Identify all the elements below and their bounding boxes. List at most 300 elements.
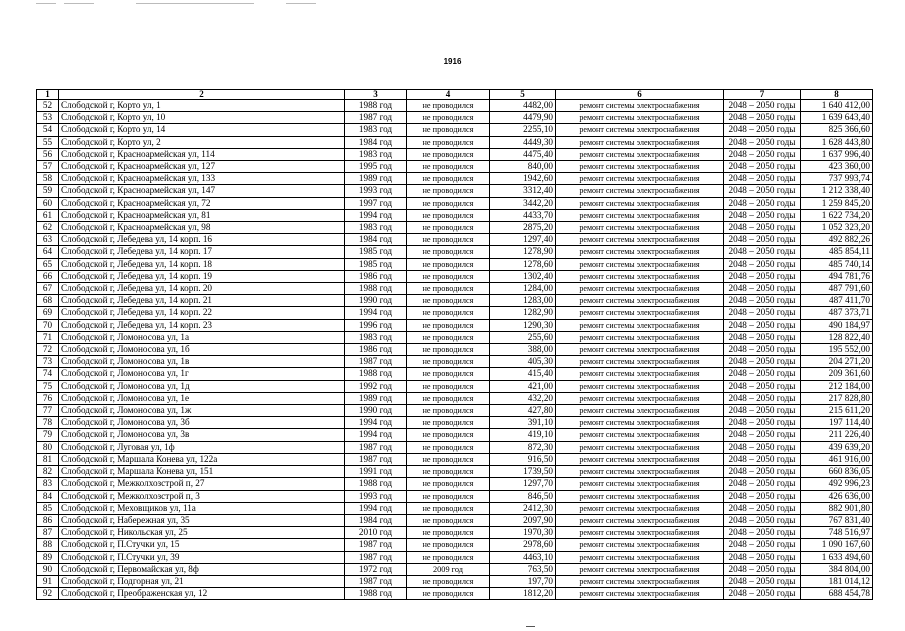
table-row (37, 319, 873, 331)
scan-top-rule-left (36, 3, 56, 4)
cell-year-built: 1988 год (345, 588, 407, 600)
cell-area: 1284,00 (490, 283, 556, 295)
cell-period: 2048 – 2050 годы (724, 283, 801, 295)
cell-cost: 487 791,60 (801, 283, 873, 295)
cell-year-built: 1992 год (345, 380, 407, 392)
cell-year-built: 1988 год (345, 368, 407, 380)
cell-address: Слободской г, Ломоносова ул, 1а (59, 331, 345, 343)
cell-period: 2048 – 2050 годы (724, 429, 801, 441)
cell-year-built: 1994 год (345, 307, 407, 319)
cell-row-number: 67 (37, 283, 59, 295)
cell-cost: 1 259 845,20 (801, 197, 873, 209)
cell-address: Слободской г, Красноармейская ул, 114 (59, 148, 345, 160)
cell-work-type: ремонт системы электроснабжения (556, 173, 724, 185)
cell-work-type: ремонт системы электроснабжения (556, 124, 724, 136)
cell-area: 840,00 (490, 161, 556, 173)
cell-row-number: 63 (37, 234, 59, 246)
cell-address: Слободской г, Корто ул, 10 (59, 112, 345, 124)
cell-area: 916,50 (490, 453, 556, 465)
cell-address: Слободской г, Корто ул, 1 (59, 100, 345, 112)
cell-period: 2048 – 2050 годы (724, 295, 801, 307)
cell-work-type: ремонт системы электроснабжения (556, 234, 724, 246)
cell-last-repair: не проводился (407, 417, 490, 429)
cell-address: Слободской г, Лебедева ул, 14 корп. 18 (59, 258, 345, 270)
table-row (37, 173, 873, 185)
table-row (37, 197, 873, 209)
scan-top-rule-mid (64, 3, 94, 4)
cell-last-repair: не проводился (407, 380, 490, 392)
cell-year-built: 1983 год (345, 124, 407, 136)
cell-year-built: 1986 год (345, 344, 407, 356)
cell-area: 1297,70 (490, 478, 556, 490)
cell-row-number: 66 (37, 270, 59, 282)
cell-work-type: ремонт системы электроснабжения (556, 368, 724, 380)
cell-area: 1812,20 (490, 588, 556, 600)
cell-period: 2048 – 2050 годы (724, 539, 801, 551)
cell-last-repair: не проводился (407, 112, 490, 124)
cell-address: Слободской г, Лебедева ул, 14 корп. 17 (59, 246, 345, 258)
cell-year-built: 1987 год (345, 575, 407, 587)
cell-period: 2048 – 2050 годы (724, 490, 801, 502)
cell-cost: 492 996,23 (801, 478, 873, 490)
cell-year-built: 1987 год (345, 441, 407, 453)
cell-period: 2048 – 2050 годы (724, 588, 801, 600)
cell-period: 2048 – 2050 годы (724, 124, 801, 136)
cell-year-built: 1989 год (345, 173, 407, 185)
scan-top-rule-long (136, 3, 254, 4)
footer-dash (526, 626, 535, 627)
cell-period: 2048 – 2050 годы (724, 356, 801, 368)
cell-area: 405,30 (490, 356, 556, 368)
table-row (37, 246, 873, 258)
table-row (37, 466, 873, 478)
cell-area: 1283,00 (490, 295, 556, 307)
cell-last-repair: не проводился (407, 222, 490, 234)
cell-last-repair: не проводился (407, 148, 490, 160)
cell-cost: 1 090 167,60 (801, 539, 873, 551)
cell-last-repair: не проводился (407, 185, 490, 197)
cell-area: 846,50 (490, 490, 556, 502)
cell-last-repair: не проводился (407, 368, 490, 380)
table-row (37, 514, 873, 526)
cell-last-repair: не проводился (407, 356, 490, 368)
cell-address: Слободской г, Межколхозстрой п, 3 (59, 490, 345, 502)
cell-address: Слободской г, Никольская ул, 25 (59, 527, 345, 539)
cell-work-type: ремонт системы электроснабжения (556, 490, 724, 502)
table-row (37, 563, 873, 575)
cell-period: 2048 – 2050 годы (724, 307, 801, 319)
table-row (37, 527, 873, 539)
cell-address: Слободской г, Красноармейская ул, 127 (59, 161, 345, 173)
cell-last-repair: не проводился (407, 307, 490, 319)
cell-year-built: 1988 год (345, 100, 407, 112)
cell-area: 2978,60 (490, 539, 556, 551)
cell-area: 1942,60 (490, 173, 556, 185)
cell-year-built: 1994 год (345, 209, 407, 221)
cell-period: 2048 – 2050 годы (724, 331, 801, 343)
cell-period: 2048 – 2050 годы (724, 405, 801, 417)
table-row (37, 539, 873, 551)
table-row (37, 136, 873, 148)
cell-period: 2048 – 2050 годы (724, 441, 801, 453)
cell-last-repair: не проводился (407, 295, 490, 307)
cell-row-number: 87 (37, 527, 59, 539)
cell-period: 2048 – 2050 годы (724, 514, 801, 526)
table-row (37, 234, 873, 246)
cell-row-number: 52 (37, 100, 59, 112)
table-row (37, 185, 873, 197)
cell-row-number: 58 (37, 173, 59, 185)
cell-work-type: ремонт системы электроснабжения (556, 453, 724, 465)
cell-row-number: 80 (37, 441, 59, 453)
cell-period: 2048 – 2050 годы (724, 466, 801, 478)
cell-last-repair: не проводился (407, 161, 490, 173)
cell-work-type: ремонт системы электроснабжения (556, 209, 724, 221)
cell-last-repair: не проводился (407, 588, 490, 600)
cell-last-repair: не проводился (407, 270, 490, 282)
cell-work-type: ремонт системы электроснабжения (556, 405, 724, 417)
cell-period: 2048 – 2050 годы (724, 136, 801, 148)
cell-last-repair: не проводился (407, 527, 490, 539)
cell-address: Слободской г, Лебедева ул, 14 корп. 20 (59, 283, 345, 295)
cell-row-number: 55 (37, 136, 59, 148)
cell-cost: 485 854,11 (801, 246, 873, 258)
cell-cost: 1 633 494,60 (801, 551, 873, 563)
cell-last-repair: не проводился (407, 441, 490, 453)
cell-period: 2048 – 2050 годы (724, 551, 801, 563)
table-row (37, 429, 873, 441)
cell-cost: 487 411,70 (801, 295, 873, 307)
column-header-area: 5 (490, 90, 556, 100)
cell-row-number: 68 (37, 295, 59, 307)
cell-cost: 1 628 443,80 (801, 136, 873, 148)
cell-last-repair: не проводился (407, 344, 490, 356)
cell-area: 2097,90 (490, 514, 556, 526)
table-row (37, 356, 873, 368)
cell-address: Слободской г, Преображенская ул, 12 (59, 588, 345, 600)
cell-address: Слободской г, Подгорная ул, 21 (59, 575, 345, 587)
cell-address: Слободской г, Первомайская ул, 8ф (59, 563, 345, 575)
cell-last-repair: не проводился (407, 258, 490, 270)
cell-cost: 212 184,00 (801, 380, 873, 392)
cell-period: 2048 – 2050 годы (724, 563, 801, 575)
cell-work-type: ремонт системы электроснабжения (556, 478, 724, 490)
cell-row-number: 83 (37, 478, 59, 490)
cell-row-number: 82 (37, 466, 59, 478)
cell-cost: 128 822,40 (801, 331, 873, 343)
cell-cost: 767 831,40 (801, 514, 873, 526)
cell-area: 4463,10 (490, 551, 556, 563)
cell-work-type: ремонт системы электроснабжения (556, 270, 724, 282)
cell-cost: 825 366,60 (801, 124, 873, 136)
cell-last-repair: не проводился (407, 502, 490, 514)
cell-address: Слободской г, Ломоносова ул, 1г (59, 368, 345, 380)
cell-last-repair: не проводился (407, 466, 490, 478)
cell-address: Слободской г, Корто ул, 2 (59, 136, 345, 148)
cell-year-built: 1994 год (345, 429, 407, 441)
cell-period: 2048 – 2050 годы (724, 502, 801, 514)
cell-last-repair: не проводился (407, 514, 490, 526)
cell-cost: 485 740,14 (801, 258, 873, 270)
cell-area: 1278,90 (490, 246, 556, 258)
cell-work-type: ремонт системы электроснабжения (556, 112, 724, 124)
cell-cost: 492 882,26 (801, 234, 873, 246)
cell-area: 4479,90 (490, 112, 556, 124)
cell-work-type: ремонт системы электроснабжения (556, 575, 724, 587)
cell-last-repair: не проводился (407, 124, 490, 136)
cell-cost: 209 361,60 (801, 368, 873, 380)
cell-period: 2048 – 2050 годы (724, 575, 801, 587)
cell-cost: 423 360,00 (801, 161, 873, 173)
table-row (37, 441, 873, 453)
table-row (37, 307, 873, 319)
cell-address: Слободской г, П.Стучки ул, 39 (59, 551, 345, 563)
cell-row-number: 88 (37, 539, 59, 551)
cell-address: Слободской г, Маршала Конева ул, 151 (59, 466, 345, 478)
cell-last-repair: не проводился (407, 100, 490, 112)
cell-work-type: ремонт системы электроснабжения (556, 441, 724, 453)
cell-work-type: ремонт системы электроснабжения (556, 344, 724, 356)
cell-year-built: 1983 год (345, 222, 407, 234)
cell-period: 2048 – 2050 годы (724, 148, 801, 160)
cell-year-built: 2010 год (345, 527, 407, 539)
cell-address: Слободской г, Ломоносова ул, 3в (59, 429, 345, 441)
cell-row-number: 77 (37, 405, 59, 417)
cell-address: Слободской г, Ломоносова ул, 1б (59, 344, 345, 356)
cell-last-repair: не проводился (407, 136, 490, 148)
cell-cost: 737 993,74 (801, 173, 873, 185)
cell-work-type: ремонт системы электроснабжения (556, 319, 724, 331)
cell-row-number: 53 (37, 112, 59, 124)
cell-address: Слободской г, Лебедева ул, 14 корп. 22 (59, 307, 345, 319)
cell-cost: 204 271,20 (801, 356, 873, 368)
cell-row-number: 92 (37, 588, 59, 600)
table-row (37, 161, 873, 173)
cell-area: 388,00 (490, 344, 556, 356)
cell-address: Слободской г, Красноармейская ул, 147 (59, 185, 345, 197)
cell-address: Слободской г, Меховщиков ул, 11а (59, 502, 345, 514)
table-row (37, 295, 873, 307)
cell-address: Слободской г, Ломоносова ул, 1в (59, 356, 345, 368)
cell-row-number: 56 (37, 148, 59, 160)
cell-cost: 181 014,12 (801, 575, 873, 587)
cell-cost: 384 804,00 (801, 563, 873, 575)
cell-last-repair: не проводился (407, 575, 490, 587)
cell-work-type: ремонт системы электроснабжения (556, 185, 724, 197)
cell-cost: 748 516,97 (801, 527, 873, 539)
cell-cost: 426 636,00 (801, 490, 873, 502)
cell-address: Слободской г, Ломоносова ул, 1д (59, 380, 345, 392)
table-row (37, 344, 873, 356)
cell-area: 391,10 (490, 417, 556, 429)
cell-work-type: ремонт системы электроснабжения (556, 417, 724, 429)
cell-row-number: 69 (37, 307, 59, 319)
cell-cost: 461 916,00 (801, 453, 873, 465)
cell-cost: 1 622 734,20 (801, 209, 873, 221)
table-row (37, 100, 873, 112)
cell-period: 2048 – 2050 годы (724, 453, 801, 465)
column-header-row-number: 1 (37, 90, 59, 100)
cell-area: 2875,20 (490, 222, 556, 234)
cell-address: Слободской г, П.Стучки ул, 15 (59, 539, 345, 551)
cell-address: Слободской г, Межколхозстрой п, 27 (59, 478, 345, 490)
cell-row-number: 89 (37, 551, 59, 563)
cell-area: 4433,70 (490, 209, 556, 221)
table-row (37, 124, 873, 136)
cell-year-built: 1995 год (345, 161, 407, 173)
cell-year-built: 1986 год (345, 270, 407, 282)
cell-row-number: 62 (37, 222, 59, 234)
cell-work-type: ремонт системы электроснабжения (556, 356, 724, 368)
cell-area: 1739,50 (490, 466, 556, 478)
column-header-address: 2 (59, 90, 345, 100)
cell-row-number: 75 (37, 380, 59, 392)
cell-last-repair: не проводился (407, 392, 490, 404)
cell-year-built: 1983 год (345, 331, 407, 343)
cell-work-type: ремонт системы электроснабжения (556, 527, 724, 539)
cell-cost: 217 828,80 (801, 392, 873, 404)
page-number: 1916 (443, 57, 462, 66)
cell-work-type: ремонт системы электроснабжения (556, 307, 724, 319)
cell-cost: 195 552,00 (801, 344, 873, 356)
table-row (37, 222, 873, 234)
table-row (37, 502, 873, 514)
cell-row-number: 72 (37, 344, 59, 356)
cell-row-number: 60 (37, 197, 59, 209)
table-header-row (37, 90, 873, 100)
cell-area: 4482,00 (490, 100, 556, 112)
cell-work-type: ремонт системы электроснабжения (556, 588, 724, 600)
column-header-last-repair: 4 (407, 90, 490, 100)
cell-row-number: 59 (37, 185, 59, 197)
cell-period: 2048 – 2050 годы (724, 197, 801, 209)
housing-repair-table (36, 89, 873, 600)
cell-period: 2048 – 2050 годы (724, 112, 801, 124)
cell-cost: 660 836,05 (801, 466, 873, 478)
cell-area: 1297,40 (490, 234, 556, 246)
cell-area: 1282,90 (490, 307, 556, 319)
cell-year-built: 1984 год (345, 514, 407, 526)
cell-last-repair: не проводился (407, 246, 490, 258)
cell-year-built: 1984 год (345, 234, 407, 246)
cell-address: Слободской г, Красноармейская ул, 81 (59, 209, 345, 221)
cell-row-number: 79 (37, 429, 59, 441)
cell-period: 2048 – 2050 годы (724, 222, 801, 234)
cell-address: Слободской г, Ломоносова ул, 1ж (59, 405, 345, 417)
cell-year-built: 1988 год (345, 478, 407, 490)
cell-year-built: 1996 год (345, 319, 407, 331)
cell-last-repair: 2009 год (407, 563, 490, 575)
cell-period: 2048 – 2050 годы (724, 161, 801, 173)
cell-area: 1302,40 (490, 270, 556, 282)
cell-last-repair: не проводился (407, 429, 490, 441)
cell-last-repair: не проводился (407, 209, 490, 221)
table-row (37, 112, 873, 124)
cell-row-number: 65 (37, 258, 59, 270)
table-row (37, 283, 873, 295)
cell-period: 2048 – 2050 годы (724, 173, 801, 185)
table-row (37, 331, 873, 343)
cell-row-number: 86 (37, 514, 59, 526)
cell-year-built: 1994 год (345, 502, 407, 514)
cell-last-repair: не проводился (407, 283, 490, 295)
cell-last-repair: не проводился (407, 539, 490, 551)
cell-work-type: ремонт системы электроснабжения (556, 148, 724, 160)
cell-work-type: ремонт системы электроснабжения (556, 380, 724, 392)
cell-work-type: ремонт системы электроснабжения (556, 551, 724, 563)
cell-work-type: ремонт системы электроснабжения (556, 331, 724, 343)
cell-work-type: ремонт системы электроснабжения (556, 295, 724, 307)
cell-address: Слободской г, Луговая ул, 1ф (59, 441, 345, 453)
cell-year-built: 1987 год (345, 539, 407, 551)
cell-year-built: 1994 год (345, 417, 407, 429)
cell-cost: 487 373,71 (801, 307, 873, 319)
cell-address: Слободской г, Лебедева ул, 14 корп. 23 (59, 319, 345, 331)
table-row (37, 453, 873, 465)
cell-last-repair: не проводился (407, 319, 490, 331)
cell-area: 3442,20 (490, 197, 556, 209)
cell-year-built: 1988 год (345, 283, 407, 295)
cell-row-number: 91 (37, 575, 59, 587)
table-row (37, 405, 873, 417)
cell-row-number: 70 (37, 319, 59, 331)
cell-period: 2048 – 2050 годы (724, 527, 801, 539)
cell-year-built: 1987 год (345, 356, 407, 368)
cell-period: 2048 – 2050 годы (724, 234, 801, 246)
cell-row-number: 90 (37, 563, 59, 575)
cell-area: 432,20 (490, 392, 556, 404)
cell-cost: 882 901,80 (801, 502, 873, 514)
cell-area: 1290,30 (490, 319, 556, 331)
table-row (37, 551, 873, 563)
cell-work-type: ремонт системы электроснабжения (556, 502, 724, 514)
cell-cost: 1 637 996,40 (801, 148, 873, 160)
cell-period: 2048 – 2050 годы (724, 246, 801, 258)
cell-address: Слободской г, Красноармейская ул, 72 (59, 197, 345, 209)
column-header-period: 7 (724, 90, 801, 100)
cell-area: 415,40 (490, 368, 556, 380)
cell-row-number: 57 (37, 161, 59, 173)
cell-year-built: 1991 год (345, 466, 407, 478)
table-row (37, 490, 873, 502)
table-row (37, 209, 873, 221)
cell-row-number: 85 (37, 502, 59, 514)
cell-last-repair: не проводился (407, 478, 490, 490)
cell-area: 255,60 (490, 331, 556, 343)
cell-address: Слободской г, Лебедева ул, 14 корп. 19 (59, 270, 345, 282)
table-row (37, 270, 873, 282)
table-row (37, 575, 873, 587)
cell-cost: 211 226,40 (801, 429, 873, 441)
cell-period: 2048 – 2050 годы (724, 478, 801, 490)
cell-year-built: 1989 год (345, 392, 407, 404)
cell-year-built: 1984 год (345, 136, 407, 148)
cell-row-number: 64 (37, 246, 59, 258)
scan-top-rule-right (286, 3, 316, 4)
cell-last-repair: не проводился (407, 551, 490, 563)
cell-last-repair: не проводился (407, 453, 490, 465)
cell-period: 2048 – 2050 годы (724, 417, 801, 429)
cell-work-type: ремонт системы электроснабжения (556, 514, 724, 526)
cell-work-type: ремонт системы электроснабжения (556, 392, 724, 404)
cell-area: 427,80 (490, 405, 556, 417)
cell-address: Слободской г, Лебедева ул, 14 корп. 16 (59, 234, 345, 246)
cell-row-number: 84 (37, 490, 59, 502)
cell-cost: 1 212 338,40 (801, 185, 873, 197)
table-row (37, 258, 873, 270)
table-row (37, 588, 873, 600)
cell-work-type: ремонт системы электроснабжения (556, 136, 724, 148)
